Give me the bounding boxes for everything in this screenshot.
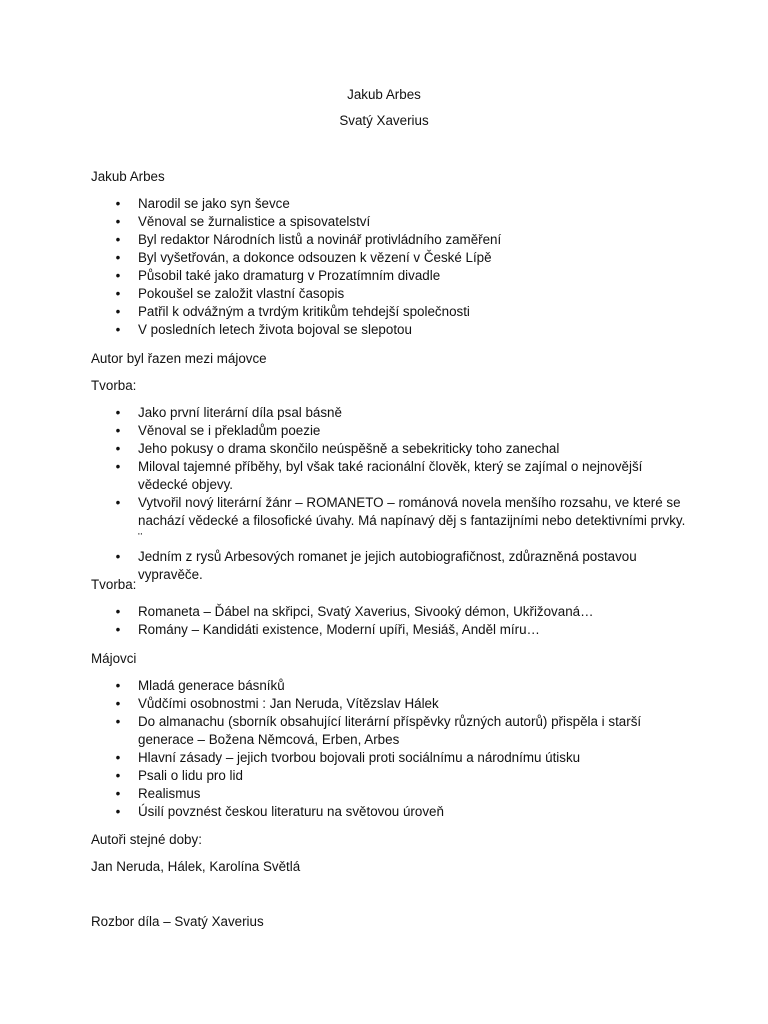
bullet-list-arbes bbox=[91, 195, 691, 339]
list-item-text: Mladá generace básníků bbox=[138, 678, 285, 693]
section-heading-majovci: Májovci bbox=[91, 651, 137, 666]
list-item-text: Jeho pokusy o drama skončilo neúspěšně a sebekriticky toho zanechal bbox=[138, 441, 560, 456]
bullet-icon: • bbox=[115, 604, 121, 619]
list-item bbox=[91, 767, 691, 785]
bullet-icon: • bbox=[115, 678, 121, 693]
list-item-text: Miloval tajemné příběhy, byl však také racionální člověk, který se zajímal o nejnovější vědecké objevy. bbox=[138, 459, 643, 492]
list-item bbox=[91, 249, 691, 267]
bullet-icon: • bbox=[115, 304, 121, 319]
bullet-icon: • bbox=[115, 196, 121, 211]
bullet-icon: • bbox=[115, 214, 121, 229]
document-title-work: Svatý Xaverius bbox=[339, 113, 429, 128]
list-item-text: Psali o lidu pro lid bbox=[138, 768, 243, 783]
bullet-list-tvorba-2 bbox=[91, 603, 691, 639]
list-item-text: Jako první literární díla psal básně bbox=[138, 405, 342, 420]
bullet-icon: • bbox=[115, 250, 121, 265]
list-item-text: Do almanachu (sborník obsahující literární příspěvky různých autorů) přispěla i starší generace – Božena Němcová, Erben, Arbes bbox=[138, 714, 642, 747]
bullet-icon: • bbox=[115, 696, 121, 711]
list-item bbox=[91, 713, 691, 749]
list-item bbox=[91, 494, 691, 548]
document-title-author: Jakub Arbes bbox=[347, 87, 421, 102]
section-heading-contemporaries: Autoři stejné doby: bbox=[91, 832, 202, 847]
bullet-icon: • bbox=[115, 495, 121, 510]
list-item bbox=[91, 785, 691, 803]
list-item-text: Realismus bbox=[138, 786, 201, 801]
list-item-text: Byl redaktor Národních listů a novinář protivládního zaměření bbox=[138, 232, 502, 247]
list-item bbox=[91, 458, 691, 494]
list-item bbox=[91, 749, 691, 767]
section-heading-analysis: Rozbor díla – Svatý Xaverius bbox=[91, 914, 264, 929]
list-item bbox=[91, 422, 691, 440]
list-item-text: Romány – Kandidáti existence, Moderní upíři, Mesiáš, Anděl míru… bbox=[138, 622, 540, 637]
bullet-icon: • bbox=[115, 322, 121, 337]
majovce-note: Autor byl řazen mezi májovce bbox=[91, 351, 267, 366]
list-item bbox=[91, 213, 691, 231]
bullet-icon: • bbox=[115, 459, 121, 474]
bullet-list-majovci bbox=[91, 677, 691, 821]
bullet-icon: • bbox=[115, 423, 121, 438]
list-item-text: Romaneta – Ďábel na skřipci, Svatý Xaverius, Sivooký démon, Ukřižovaná… bbox=[138, 604, 594, 619]
contemporaries-text: Jan Neruda, Hálek, Karolína Světlá bbox=[91, 859, 301, 874]
bullet-list-tvorba-1 bbox=[91, 404, 691, 584]
bullet-icon: • bbox=[115, 750, 121, 765]
list-item bbox=[91, 803, 691, 821]
list-item-text: Vytvořil nový literární žánr – ROMANETO – románová novela menšího rozsahu, ve které se nachází vědecké a filosofické úvahy. Má napínavý děj s fantazijními nebo detektivními prvky. ¨ bbox=[138, 495, 686, 546]
list-item bbox=[91, 440, 691, 458]
list-item-text: Pokoušel se založit vlastní časopis bbox=[138, 286, 345, 301]
bullet-icon: • bbox=[115, 622, 121, 637]
bullet-icon: • bbox=[115, 768, 121, 783]
list-item bbox=[91, 195, 691, 213]
list-item-text: Působil také jako dramaturg v Prozatímním divadle bbox=[138, 268, 441, 283]
list-item bbox=[91, 677, 691, 695]
list-item-text: Narodil se jako syn ševce bbox=[138, 196, 290, 211]
bullet-icon: • bbox=[115, 286, 121, 301]
bullet-icon: • bbox=[115, 549, 121, 564]
list-item-text: Byl vyšetřován, a dokonce odsouzen k vězení v České Lípě bbox=[138, 250, 492, 265]
list-item-text: Věnoval se i překladům poezie bbox=[138, 423, 321, 438]
list-item bbox=[91, 603, 691, 621]
list-item bbox=[91, 267, 691, 285]
section-heading-tvorba-2: Tvorba: bbox=[91, 577, 137, 592]
bullet-icon: • bbox=[115, 268, 121, 283]
list-item-text: Hlavní zásady – jejich tvorbou bojovali proti sociálnímu a národnímu útisku bbox=[138, 750, 581, 765]
list-item bbox=[91, 231, 691, 249]
bullet-icon: • bbox=[115, 804, 121, 819]
list-item-text: Patřil k odvážným a tvrdým kritikům tehdejší společnosti bbox=[138, 304, 470, 319]
list-item-text: Vůdčími osobnostmi : Jan Neruda, Vítězslav Hálek bbox=[138, 696, 439, 711]
bullet-icon: • bbox=[115, 405, 121, 420]
list-item bbox=[91, 303, 691, 321]
list-item bbox=[91, 321, 691, 339]
section-heading-arbes: Jakub Arbes bbox=[91, 169, 165, 184]
list-item-text: V posledních letech života bojoval se slepotou bbox=[138, 322, 412, 337]
bullet-icon: • bbox=[115, 441, 121, 456]
section-heading-tvorba-1: Tvorba: bbox=[91, 378, 137, 393]
bullet-icon: • bbox=[115, 232, 121, 247]
list-item bbox=[91, 621, 691, 639]
list-item bbox=[91, 285, 691, 303]
list-item-text: Jedním z rysů Arbesových romanet je jejich autobiografičnost, zdůrazněná postavou vypravěče. bbox=[138, 549, 637, 582]
list-item bbox=[91, 404, 691, 422]
list-item bbox=[91, 695, 691, 713]
bullet-icon: • bbox=[115, 786, 121, 801]
list-item-text: Věnoval se žurnalistice a spisovatelství bbox=[138, 214, 371, 229]
list-item-text: Úsilí povznést českou literaturu na světovou úroveň bbox=[138, 804, 444, 819]
bullet-icon: • bbox=[115, 714, 121, 729]
